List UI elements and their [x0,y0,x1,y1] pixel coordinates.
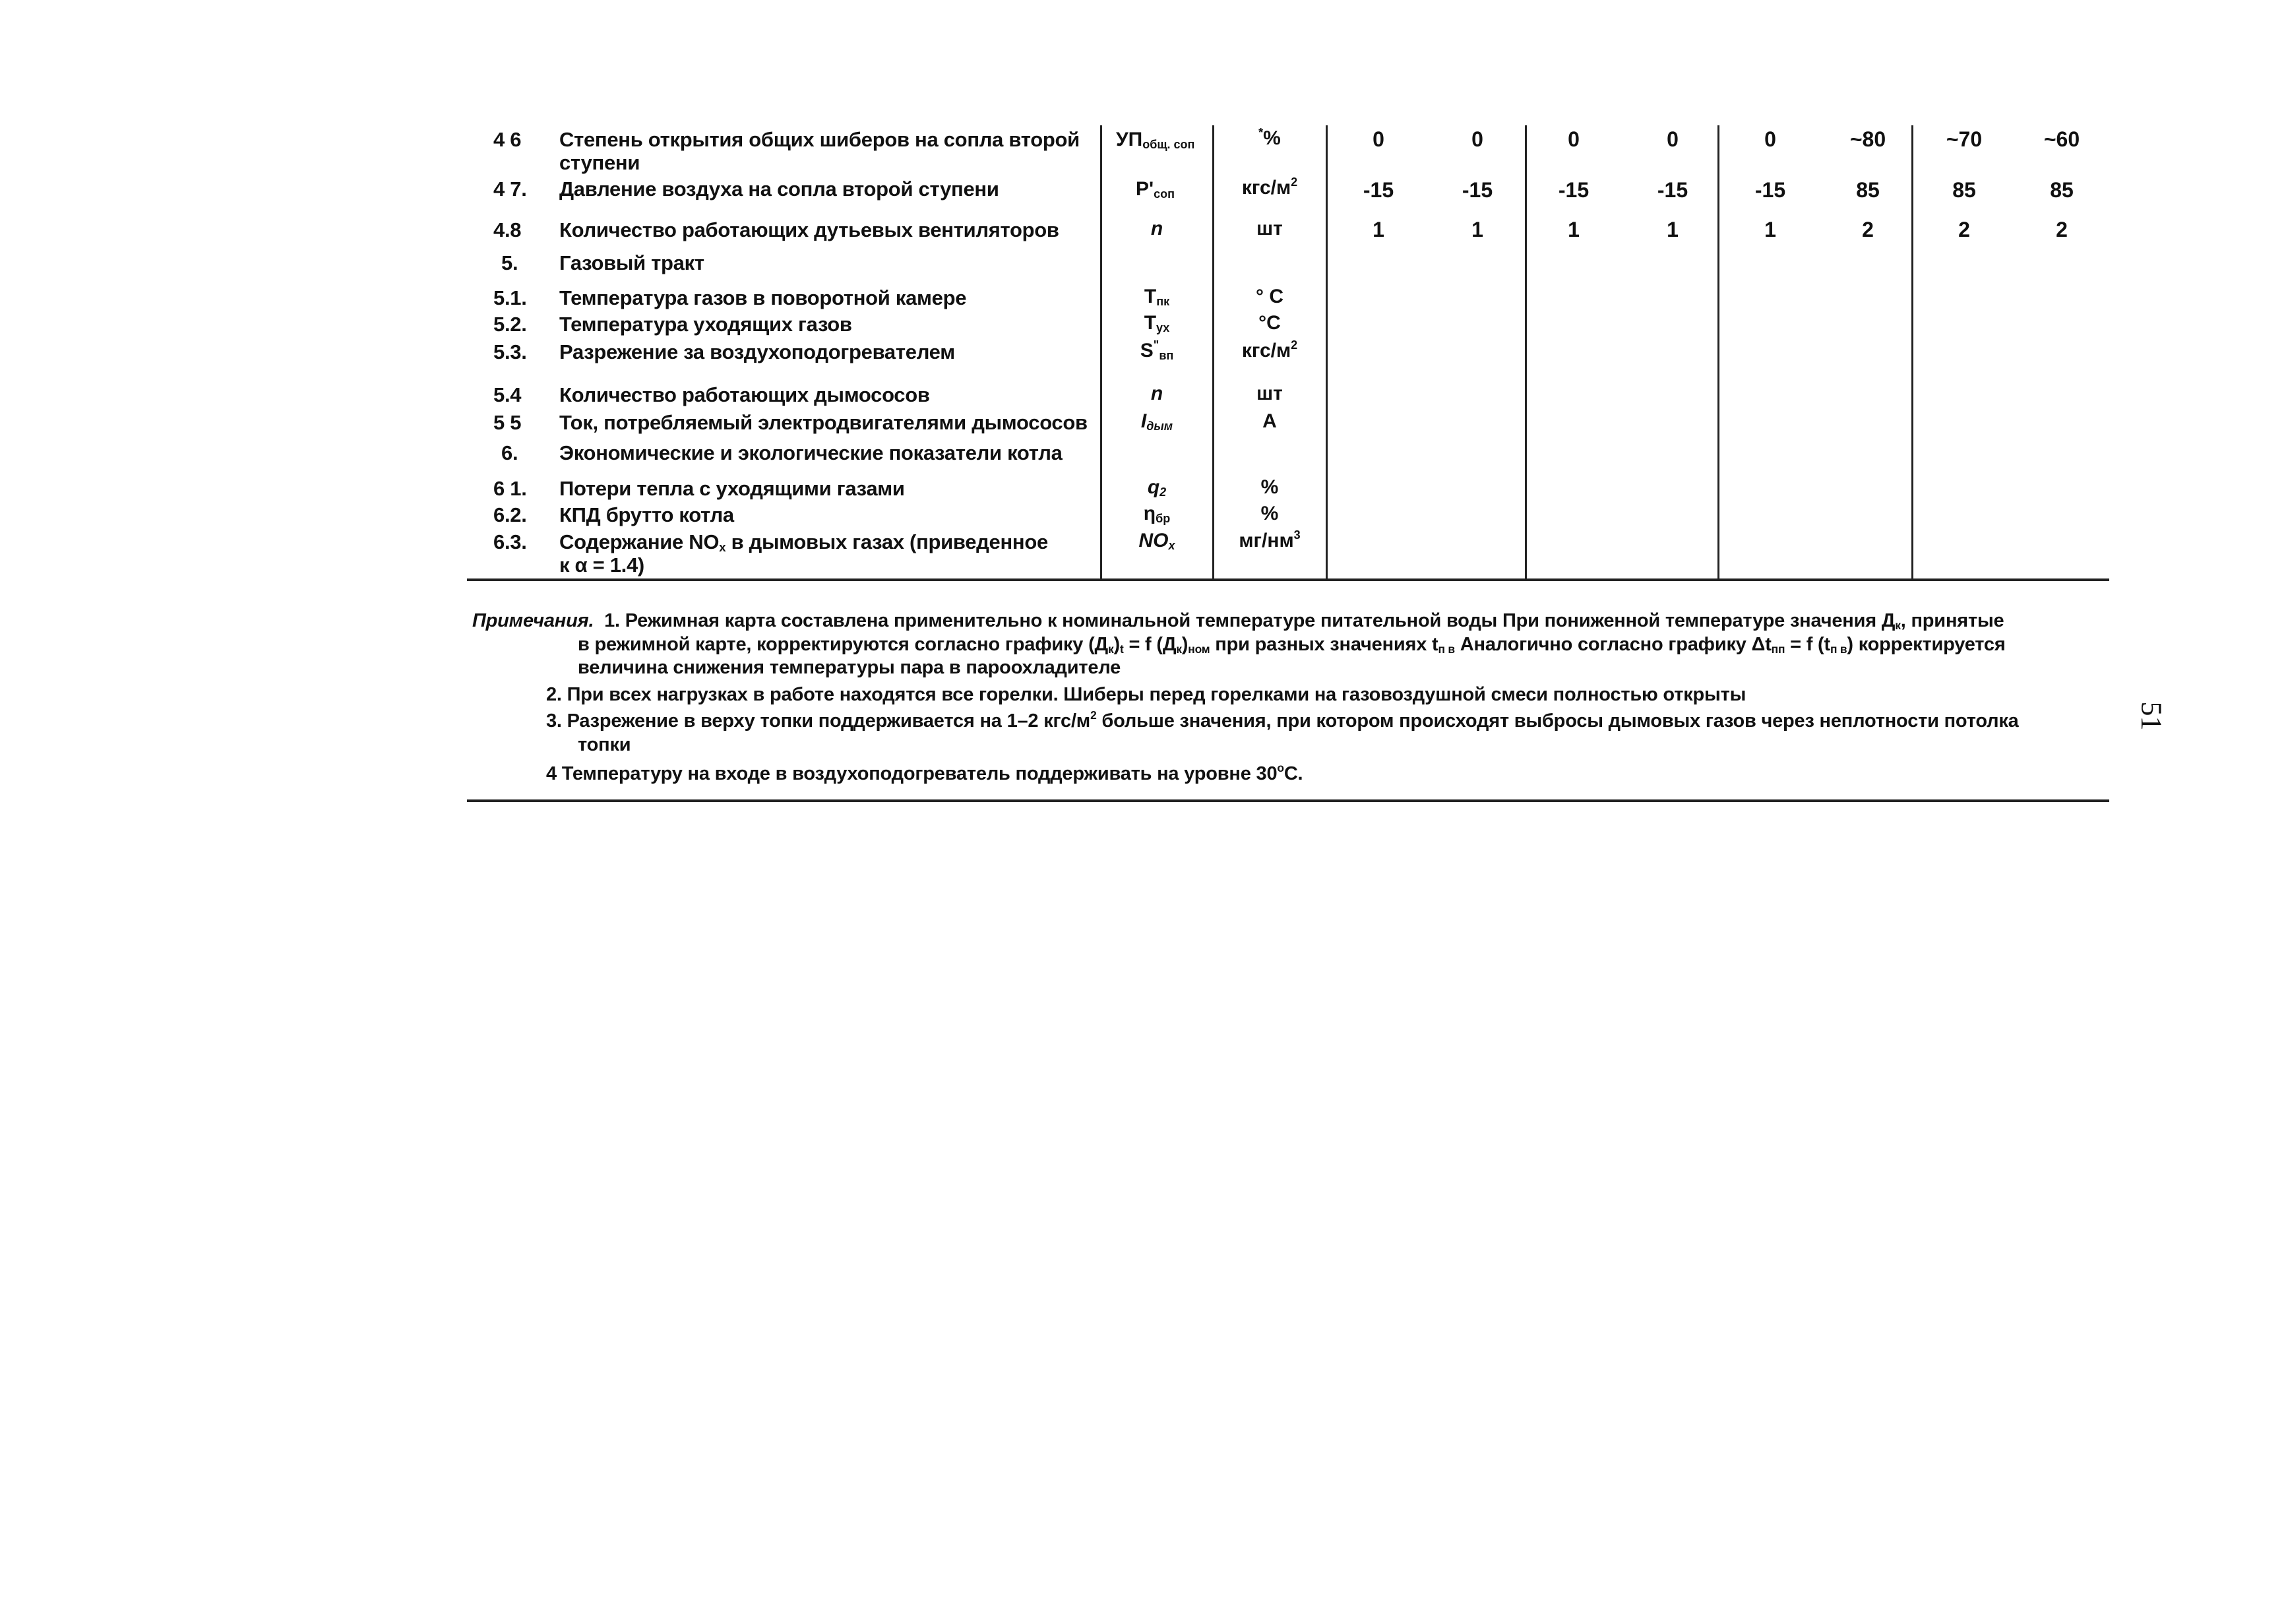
col-divider-unit-right [1326,125,1328,580]
row-description: Температура газов в поворотной камере [559,286,967,309]
section-number: 5. [501,251,518,274]
row-description: КПД брутто котла [559,503,734,526]
row-unit: % [1260,503,1279,524]
row-value: 2 [1958,218,1970,241]
row-description: Потери тепла с уходящими газами [559,477,905,500]
row-value: 2 [1862,218,1874,241]
row-unit: $мг/нм^3$ [1239,528,1301,551]
row-value: 2 [2056,218,2068,241]
note-3-line1: 3. Разрежение в верху топки поддерживается на 1–2 кгс/$м^2$ больше значения, при котором происходят выбросы дымовых газов через неплотности потолка [546,708,2019,732]
row-description: Степень открытия общих шиберов на сопла второй [559,128,1080,151]
row-value: 85 [1952,178,1976,202]
row-number: 4 6 [493,128,522,151]
col-divider-group-1 [1525,125,1527,580]
row-description: Количество работающих дутьевых вентиляторов [559,218,1059,241]
note-2: 2. При всех нагрузках в работе находятся все горелки. Шиберы перед горелками на газовоздушной смеси полностью открыты [546,684,1746,705]
row-value: ~70 [1946,127,1983,151]
row-number: 5.1. [493,286,527,309]
row-value: 1 [1667,218,1679,241]
col-divider-group-3 [1911,125,1913,580]
row-unit: *% [1258,126,1281,149]
row-symbol: n [1150,218,1163,239]
page-number: 51 [2135,701,2168,731]
row-symbol: $УП_{общ. соп}$ [1116,129,1195,151]
row-value: 1 [1373,218,1384,241]
table-bottom-rule [467,578,2109,581]
row-description-line2: к α = 1.4) [559,553,644,577]
row-symbol: $\eta_{бр}$ [1143,503,1171,525]
row-description: Количество работающих дымососов [559,383,930,406]
note-1-line3: величина снижения температуры пара в пароохладителе [578,657,1121,678]
row-symbol: n [1150,383,1163,404]
row-number: 4 7. [493,177,527,201]
row-value: ~60 [2043,127,2080,151]
row-symbol: $T_{ух}$ [1144,312,1170,334]
row-value: 0 [1373,127,1384,151]
row-unit: ° C [1256,286,1283,307]
notes-bottom-rule [467,799,2109,802]
row-unit: кгс/$м^2$ [1241,338,1298,361]
row-unit: шт [1256,383,1283,404]
row-value: 0 [1667,127,1679,151]
row-symbol: $S^"_{вп}$ [1140,338,1174,362]
row-description: Давление воздуха на сопла второй ступени [559,177,999,201]
note-4: 4 Температуру на входе в воздухоподогреватель поддерживать на уровне 30$^o$C. [546,761,1303,784]
section-number: 6. [501,441,518,464]
row-value: -15 [1657,178,1688,202]
row-value: 85 [2050,178,2074,202]
row-value: 1 [1764,218,1776,241]
row-symbol: $q_2$ [1147,476,1167,499]
section-heading: Экономические и экологические показатели котла [559,441,1063,464]
row-symbol: $NO_x$ [1138,530,1175,552]
row-number: 6 1. [493,477,527,500]
row-value: -15 [1363,178,1394,202]
row-description: Температура уходящих газов [559,313,852,336]
row-value: 0 [1764,127,1776,151]
row-unit: шт [1256,218,1283,239]
row-number: 5.2. [493,313,527,336]
note-1-line1: Примечания. 1. Режимная карта составлена применительно к номинальной температуре питательной воды При пониженной температуре значения $Д_к$, принятые [472,610,2004,632]
row-value: 0 [1471,127,1483,151]
row-unit: % [1260,476,1279,498]
row-unit: А [1262,410,1277,432]
note-3-line2: топки [578,734,631,755]
row-description: Ток, потребляемый электродвигателями дымососов [559,411,1088,434]
row-symbol: $P'_{соп}$ [1136,178,1175,201]
row-value: 1 [1471,218,1483,241]
row-number: 5 5 [493,411,522,434]
row-value: 85 [1856,178,1880,202]
row-description: Содержание $NO_x$ в дымовых газах (приведенное [559,530,1048,554]
row-number: 6.3. [493,530,527,553]
row-value: 1 [1568,218,1580,241]
row-value: -15 [1754,178,1786,202]
row-value: ~80 [1849,127,1886,151]
row-number: 5.4 [493,383,522,406]
row-symbol: $I_{дым}$ [1140,410,1173,433]
row-description-line2: ступени [559,151,640,174]
row-value: -15 [1558,178,1590,202]
row-unit: кгс/$м^2$ [1241,175,1298,199]
row-symbol: $T_{пк}$ [1144,286,1170,308]
row-number: 4.8 [493,218,522,241]
col-divider-group-2 [1717,125,1719,580]
row-number: 5.3. [493,340,527,363]
row-value: -15 [1462,178,1493,202]
row-unit: °C [1258,312,1281,334]
row-description: Разрежение за воздухоподогревателем [559,340,955,363]
row-number: 6.2. [493,503,527,526]
section-heading: Газовый тракт [559,251,704,274]
row-value: 0 [1568,127,1580,151]
note-1-line2: в режимной карте, корректируются согласно графику $(Д_к)_t = f$ $(Д_к)_{ном}$ при разных значениях $t_{п в}$ Аналогично согласно графику $\Delta t_{пп} = f$ $(t_{п в})$ корректируется [578,634,2006,656]
